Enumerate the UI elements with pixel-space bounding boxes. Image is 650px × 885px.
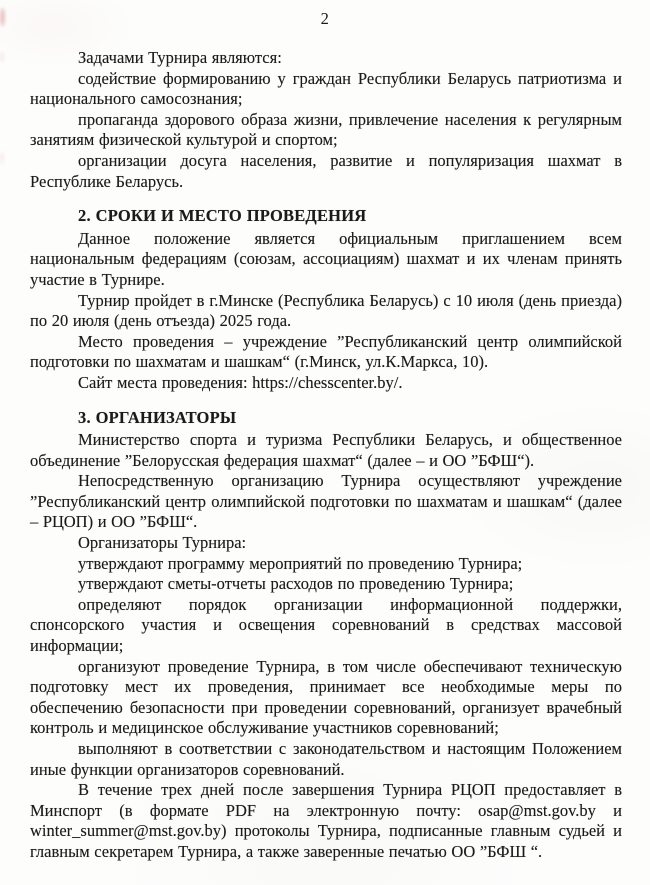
scan-artifact-smudge <box>0 152 4 164</box>
paragraph-task-healthy-life: пропаганда здорового образа жизни, привлечение населения к регулярным занятиям физической культурой и спортом; <box>30 109 622 150</box>
section-heading-organizers: 3. ОРГАНИЗАТОРЫ <box>78 407 237 427</box>
paragraph-task-leisure: организации досуга населения, развитие и популяризация шахмат в Республике Беларусь. <box>30 150 622 191</box>
document-body <box>30 48 622 863</box>
section-heading-dates-venue: 2. СРОКИ И МЕСТО ПРОВЕДЕНИЯ <box>78 206 367 226</box>
paragraph-direct-organizers: Непосредственную организацию Турнира осуществляют учреждение ”Республиканский центр олимпийской подготовки по шахматам и шашкам“ (далее – РЦОП) и ОО ”БФШ“. <box>30 471 622 532</box>
page-number: 2 <box>320 9 330 28</box>
paragraph-venue-address: Место проведения – учреждение ”Республиканский центр олимпийской подготовки по шахматам и шашкам“ (г.Минск, ул.К.Маркса, 10). <box>30 331 622 372</box>
paragraph-task-patriotism: содействие формированию у граждан Республики Беларусь патриотизма и национального самосознания; <box>30 68 622 109</box>
paragraph-organize-event: организуют проведение Турнира, в том числе обеспечивают техническую подготовку мест их проведения, принимает все необходимые меры по обеспечению безопасности при проведении соревнований, организует врачебный контроль и медицинское обслуживание участников соревнований; <box>30 656 622 738</box>
paragraph-invitation: Данное положение является официальным приглашением всем национальным федерациям (союзам, ассоциациям) шахмат и их членам принять участие в Турнире. <box>30 228 622 289</box>
paragraph-tasks-intro: Задачами Турнира являются: <box>78 48 282 67</box>
paragraph-other-functions: выполняют в соответствии с законодательством и настоящим Положением иные функции организаторов соревнований. <box>30 739 622 779</box>
paragraph-tournament-dates: Турнир пройдет в г.Минске (Республика Беларусь) с 10 июля (день приезда) по 20 июля (день отъезда) 2025 года. <box>30 290 622 331</box>
paragraph-define-media: определяют порядок организации информационной поддержки, спонсорского участия и освещения соревнований в средствах массовой информации; <box>30 594 622 656</box>
paragraph-approve-program: утверждают программу мероприятий по проведению Турнира; <box>78 553 523 573</box>
paragraph-organizers-intro: Организаторы Турнира: <box>78 533 247 553</box>
paragraph-organizers-main: Министерство спорта и туризма Республики Беларусь, и общественное объединение ”Белорусская федерация шахмат“ (далее – и ОО ”БФШ“). <box>30 430 622 470</box>
scan-artifact-smudge <box>0 52 4 62</box>
paragraph-approve-estimates: утверждают сметы-отчеты расходов по проведению Турнира; <box>78 574 514 594</box>
paragraph-venue-website: Сайт места проведения: https://chesscenter.by/. <box>78 372 403 392</box>
paragraph-protocols-delivery: В течение трех дней после завершения Турнира РЦОП предоставляет в Минспорт (в формате PDF на электронную почту: osap@mst.gov.by и winter_summer@mst.gov.by) протоколы Турнира, подписанные главным судьей и главным секретарем Турнира, а также заверенные печатью ОО ”БФШ “. <box>30 780 622 861</box>
